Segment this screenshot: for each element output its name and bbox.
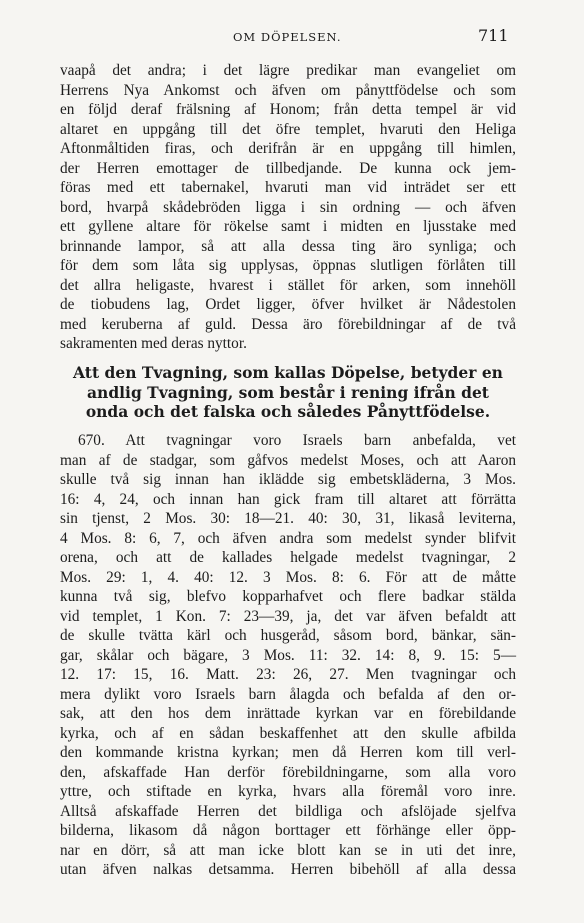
text-line: föras med ett tabernakel, hvaruti man vid inträdet ser ett xyxy=(60,179,516,196)
text-line: bord, hvarpå skådebröden ligga i sin ordning — och äfven xyxy=(60,198,516,216)
text-line: sak, att den hos dem inrättade kyrkan var en förebildande xyxy=(60,705,516,722)
text-line: sakramenten med deras nyttor. xyxy=(60,335,247,352)
text-line: Mos. 29: 1, 4. 40: 12. 3 Mos. 8: 6. För att de måtte xyxy=(60,568,516,586)
text-line: man af de stadgar, som gåfvos medelst Moses, och att Aaron xyxy=(60,451,516,469)
text-line: 4 Mos. 8: 6, 7, och äfven andra som medelst synder blifvit xyxy=(60,529,516,547)
text-line: det allra heligaste, hvarest i stället för arken, som innehöll xyxy=(60,276,516,294)
page-number: 711 xyxy=(478,26,509,45)
text-line: nar en dörr, så att man icke blott kan se in uti det inre, xyxy=(60,841,516,859)
text-line: vid templet, 1 Kon. 7: 23—39, ja, det var äfven befaldt att xyxy=(60,607,516,625)
text-line: gar, skålar och bägare, 3 Mos. 11: 32. 14: 8, 9. 15: 5— xyxy=(60,646,516,664)
text-line: med keruberna af guld. Dessa äro förebildningar af de två xyxy=(60,315,516,333)
text-line: mera dylikt voro Israels barn ålagda och befalda af den or- xyxy=(60,685,516,703)
text-line: skulle två sig innan han iklädde sig embetskläderna, 3 Mos. xyxy=(60,471,516,488)
paragraph-1 xyxy=(60,61,516,354)
text-line: en följd deraf frälsning af Honom; från detta tempel är vid xyxy=(60,101,516,118)
heading-line: Att den Tvagning, som kallas Döpelse, betyder en xyxy=(73,363,503,382)
text-line: kyrka, och af en sådan beskaffenhet att den skulle afbilda xyxy=(60,724,516,742)
text-line: utan äfven nalkas detsamma. Herren bibehöll af alla dessa xyxy=(60,861,516,878)
text-line: ett gyllene altare för rökelse samt i midten en ljusstake med xyxy=(60,218,516,235)
heading-line: onda och det falska och således Pånyttfödelse. xyxy=(85,402,491,421)
text-line: för dem som låta sig upplysas, öppnas slutligen förlåten till xyxy=(60,257,516,274)
text-line: yttre, och stiftade en kyrka, hvars alla föremål voro inre. xyxy=(60,783,516,800)
text-line: vaapå det andra; i det lägre predikar man evangeliet om xyxy=(60,62,516,79)
text-line: brinnande lampor, så att alla dessa ting äro synliga; och xyxy=(60,237,516,255)
text-line: Herrens Nya Ankomst och äfven om pånyttfödelse och som xyxy=(60,81,516,99)
heading-line: andlig Tvagning, som består i rening ifrån det xyxy=(87,382,489,402)
text-line: Alltså afskaffade Herren det bildliga och afslöjade sjelfva xyxy=(60,802,516,820)
text-line: 670. Att tvagningar voro Israels barn anbefalda, vet xyxy=(78,432,516,449)
running-head: OM DÖPELSEN. xyxy=(233,30,342,44)
paragraph-670 xyxy=(60,431,516,880)
text-line: 16: 4, 24, och innan han gick fram till altaret att förrätta xyxy=(60,490,516,508)
section-heading xyxy=(60,363,516,422)
text-line: de skulle tvätta kärl och husgeråd, såsom bord, bänkar, sän- xyxy=(60,627,516,644)
text-line: altaret en uppgång till det öfre templet, hvaruti den Heliga xyxy=(60,120,516,138)
text-line: den kommande kristna kyrkan; men då Herren kom till verl- xyxy=(60,744,516,761)
text-line: bilderna, likasom då någon borttager ett förhänge eller öpp- xyxy=(60,822,516,839)
text-line: de tiobudens lag, Ordet ligger, öfver hvilket är Nådestolen xyxy=(60,296,516,313)
text-line: 12. 17: 15, 16. Matt. 23: 26, 27. Men tvagningar och xyxy=(60,666,516,683)
text-line: den, afskaffade Han derför förebildningarne, som alla voro xyxy=(60,763,516,781)
text-line: orena, och att de kallades helgade medelst tvagningar, 2 xyxy=(60,549,516,566)
text-line: kunna två sig, blefvo kopparhafvet och flere badkar stälda xyxy=(60,588,516,605)
text-line: Aftonmåltiden firas, och derifrån är en uppgång till himlen, xyxy=(60,140,516,157)
text-line: sin tjenst, 2 Mos. 30: 18—21. 40: 30, 31, likaså leviterna, xyxy=(60,510,516,527)
text-line: der Herren emottager de tillbedjande. De kunna ock jem- xyxy=(60,159,516,177)
